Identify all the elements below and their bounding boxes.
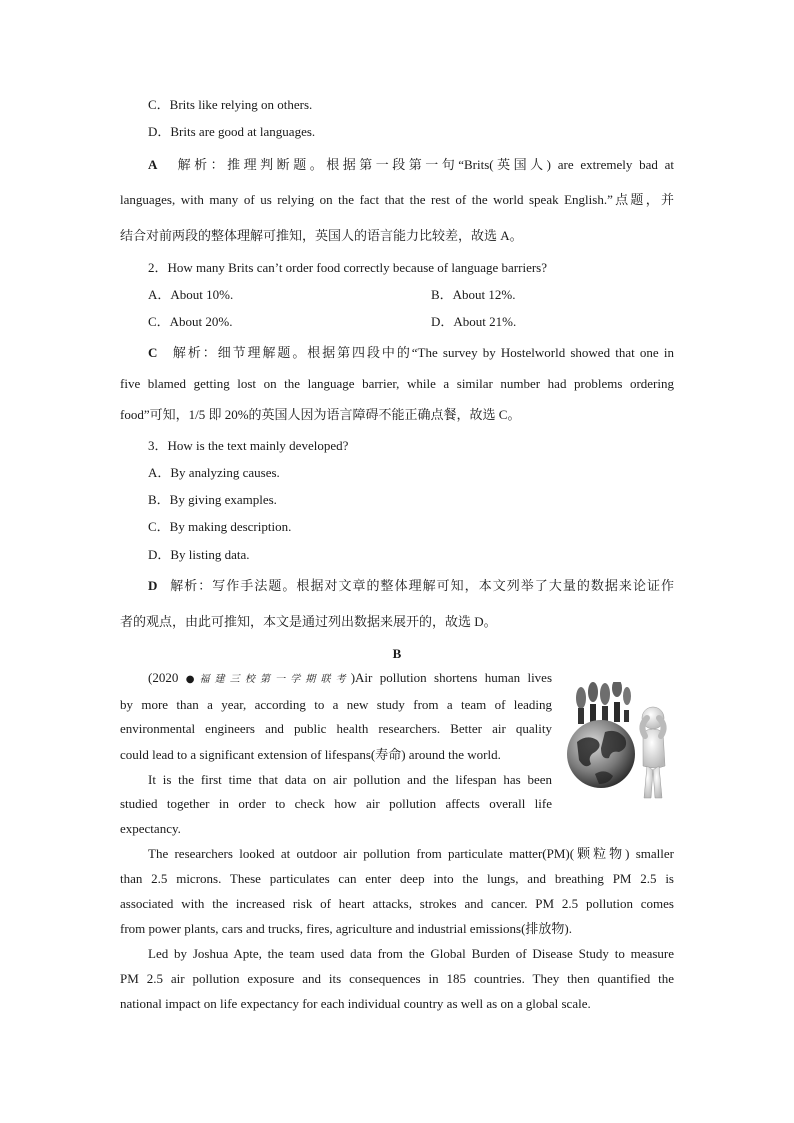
q2-option-b: B．About 12%. (431, 287, 516, 302)
q1-analysis-line-2: languages, with many of us relying on the fact that the rest of the world speak English.”点题，并 (120, 192, 674, 207)
q1-option-c: C．Brits like relying on others. (148, 97, 313, 112)
q2-option-c: C．About 20%. (148, 314, 233, 329)
source-year: (2020 (148, 670, 179, 685)
passage-b-p1-line-3: environmental engineers and public health researchers. Better air quality (120, 721, 552, 736)
q2-analysis-line-3: food”可知，1/5 即 20%的英国人因为语言障碍不能正确点餐，故选 C。 (120, 407, 521, 422)
passage-b-p1-line-2: by more than a year, according to a new study from a team of leading (120, 697, 552, 712)
q2-option-d: D．About 21%. (431, 314, 517, 329)
q3-question: 3．How is the text mainly developed? (148, 438, 349, 453)
passage-b-p4-line-1: Led by Joshua Apte, the team used data from the Global Burden of Disease Study to measure (148, 946, 674, 961)
passage-b-p1-line-1 (120, 670, 552, 688)
q3-analysis-line-2: 者的观点，由此可推知，本文是通过列出数据来展开的，故选 D。 (120, 614, 497, 629)
q3-option-a: A．By analyzing causes. (148, 465, 280, 480)
passage-b-p3-line-3: associated with the increased risk of heart attacks, strokes and cancer. PM 2.5 pollution comes (120, 896, 674, 911)
passage-b-p3-line-1: The researchers looked at outdoor air pollution from particulate matter(PM)(颗粒物) smaller (148, 846, 674, 861)
q1-analysis-line-1 (120, 157, 674, 173)
passage-b-heading: B (392, 646, 402, 661)
q1-option-d: D．Brits are good at languages. (148, 124, 316, 139)
q2-analysis-line-1 (120, 345, 674, 361)
q1-analysis-line-3: 结合对前两段的整体理解可推知，英国人的语言能力比较差，故选 A。 (120, 228, 523, 243)
passage-b-p1-line-1-text: )Air pollution shortens human lives (350, 670, 553, 685)
passage-b-p3-line-4: from power plants, cars and trucks, fires, agriculture and industrial emissions(排放物). (120, 921, 572, 936)
q3-analysis-text-1: 解析：写作手法题。根据对文章的整体理解可知，本文列举了大量的数据来论证作 (170, 578, 674, 593)
worried-person-icon (642, 707, 665, 798)
passage-b-p2-line-3: expectancy. (120, 821, 181, 836)
passage-b-p4-line-2: PM 2.5 air pollution exposure and its consequences in 185 countries. They then quantified the (120, 971, 674, 986)
passage-b-p1-line-4: could lead to a significant extension of lifespans(寿命) around the world. (120, 747, 501, 762)
q3-answer: D (148, 578, 158, 593)
q1-analysis-text-1: 解析：推理判断题。根据第一段第一句“Brits(英国人) are extremely bad at (177, 157, 674, 172)
globe-icon (567, 720, 635, 788)
q3-analysis-line-1 (120, 578, 674, 594)
q3-option-d: D．By listing data. (148, 547, 250, 562)
passage-b-p2-line-1: It is the first time that data on air pollution and the lifespan has been (148, 772, 552, 787)
q1-answer: A (148, 157, 158, 172)
q2-analysis-line-2: five blamed getting lost on the language barrier, while a similar number had problems ordering (120, 376, 674, 391)
smoke-icon (576, 682, 631, 709)
q2-analysis-text-1: 解析：细节理解题。根据第四段中的“The survey by Hostelworld showed that one in (172, 345, 674, 360)
passage-b-p2-line-2: studied together in order to check how air pollution affects overall life (120, 796, 552, 811)
source-name: ●福建三校第一学期联考 (185, 674, 351, 685)
q3-option-c: C．By making description. (148, 519, 292, 534)
q2-question: 2．How many Brits can’t order food correctly because of language barriers? (148, 260, 547, 275)
passage-b-p3-line-2: than 2.5 microns. These particulates can enter deep into the lungs, and breathing PM 2.5 is (120, 871, 674, 886)
q3-option-b: B．By giving examples. (148, 492, 277, 507)
q2-option-a: A．About 10%. (148, 287, 234, 302)
q2-answer: C (148, 345, 158, 360)
polluted-earth-illustration (565, 682, 677, 810)
passage-b-p4-line-3: national impact on life expectancy for each individual country as well as on a global scale. (120, 996, 591, 1011)
